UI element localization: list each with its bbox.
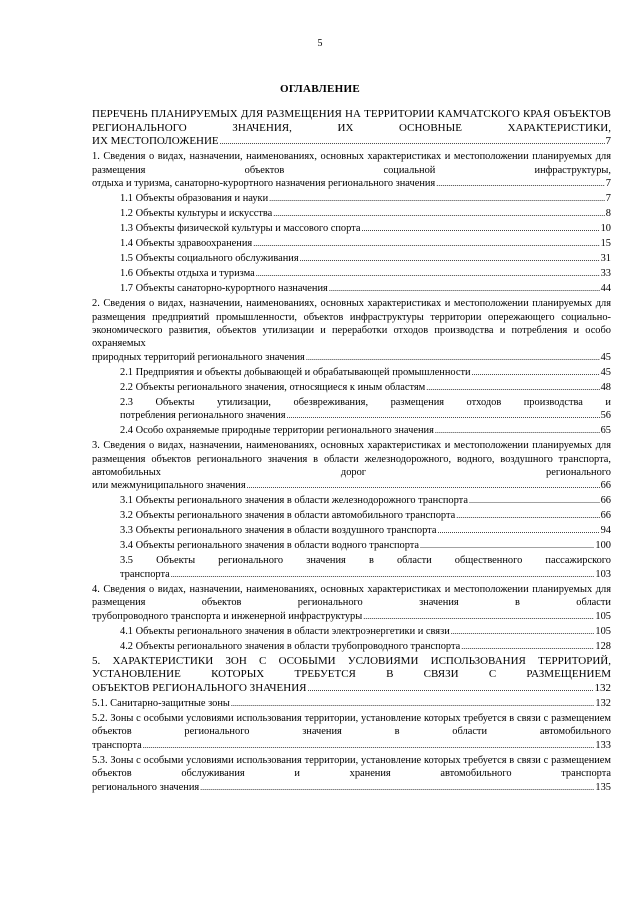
toc-entry[interactable] [92,222,611,235]
toc-entry[interactable] [92,297,611,364]
toc-entry-page: 132 [594,681,611,694]
page-number: 5 [317,38,323,49]
toc-entry-text: 5.2. Зоны с особыми условиями использования территории, установление которых требуется в связи с размещением объектов регионального значения в области автомобильного [92,713,611,738]
toc-entry-page: 8 [605,208,611,220]
toc-entry[interactable] [92,108,611,149]
toc-entry[interactable] [92,509,611,522]
toc-entry-text: 2. Сведения о видах, назначении, наименованиях, основных характеристиках и местоположении планируемых для размещения предприятий промышленности, объектов инфраструктуры территории опережающего социально-экономического развития, объектов утилизации и переработки отходов производства и потребления и особо охраняемых [92,298,611,350]
toc-entry-text: 2.3 Объекты утилизации, обезвреживания, размещения отходов производства и [120,396,611,408]
toc-entry-page: 105 [595,610,611,622]
toc-entry-tail: транспорта [120,568,170,580]
toc-entry-page: 45 [600,366,611,378]
toc-entry[interactable] [92,381,611,394]
toc-entry-tail: 1.7 Объекты санаторно-курортного назначения [120,283,328,295]
toc-entry[interactable] [92,494,611,507]
toc-entry-page: 65 [600,425,611,437]
toc-entry[interactable] [92,625,611,638]
toc-entry[interactable] [92,424,611,437]
toc-entry-page: 103 [595,568,611,580]
toc-entry-tail: 1.5 Объекты социального обслуживания [120,253,299,265]
toc-entry-tail: 1.1 Объекты образования и науки [120,193,269,205]
toc-entry-page: 56 [600,410,611,422]
dot-leader [253,237,599,250]
toc-entry-tail: ОБЪЕКТОВ РЕГИОНАЛЬНОГО ЗНАЧЕНИЯ [92,681,307,694]
toc-entry[interactable] [92,554,611,581]
toc-entry-page: 135 [595,781,611,793]
toc-entry-tail: трубопроводного транспорта и инженерной инфраструктуры [92,610,363,622]
toc-entry[interactable] [92,150,611,190]
dot-leader [435,424,600,437]
toc-entry-tail: регионального значения [92,781,200,793]
toc-entry[interactable] [92,655,611,696]
toc-entry-page: 100 [595,540,611,552]
toc-entry[interactable] [92,754,611,794]
toc-entry[interactable] [92,396,611,423]
toc-entry-tail: 2.1 Предприятия и объекты добывающей и обрабатывающей промышленности [120,366,471,378]
toc-entry[interactable] [92,267,611,280]
toc-entry-page: 33 [600,268,611,280]
toc-entry[interactable] [92,237,611,250]
dot-leader [436,177,605,190]
toc-entry-text: 1. Сведения о видах, назначении, наименованиях, основных характеристиках и местоположении планируемых для размещения объектов социальной инфраструктуры, [92,151,611,176]
toc-entry-text: ПЕРЕЧЕНЬ ПЛАНИРУЕМЫХ ДЛЯ РАЗМЕЩЕНИЯ НА ТЕРРИТОРИИ КАМЧАТСКОГО КРАЯ ОБЪЕКТОВ РЕГИОНАЛЬНОГО ЗНАЧЕНИЯ, ИХ ОСНОВНЫЕ ХАРАКТЕРИСТИКИ, [92,108,611,134]
toc-entry-page: 10 [600,223,611,235]
toc-entry[interactable] [92,583,611,623]
toc-entry-tail: отдыха и туризма, санаторно-курортного назначения регионального значения [92,178,436,190]
dot-leader [287,409,600,422]
toc-entry-tail: 2.4 Особо охраняемые природные территории регионального значения [120,425,434,437]
dot-leader [306,351,600,364]
toc-entry-tail: или межмуниципального значения [92,480,246,492]
toc-entry-tail: 1.4 Объекты здравоохранения [120,238,253,250]
toc-entry-page: 45 [600,351,611,363]
toc-entry-tail: 3.3 Объекты регионального значения в области воздушного транспорта [120,525,437,537]
toc-entry[interactable] [92,439,611,493]
toc-entry-tail: транспорта [92,739,142,751]
toc-entry[interactable] [92,282,611,295]
toc-entry[interactable] [92,640,611,653]
toc-entry-page: 128 [595,640,611,652]
toc-entry-text: 3. Сведения о видах, назначении, наименованиях, основных характеристиках и местоположении планируемых для размещения объектов регионального значения в области железнодорожного, водного, воздушного транспорта, автомобильных дорог регионального [92,440,611,479]
toc-entry[interactable] [92,539,611,552]
toc-entry-page: 31 [600,253,611,265]
toc-entry-tail: 4.1 Объекты регионального значения в области электроэнергетики и связи [120,625,450,637]
dot-leader [363,610,594,623]
dot-leader [451,625,595,638]
dot-leader [300,252,600,265]
toc-entry-page: 48 [600,381,611,393]
dot-leader [269,192,605,205]
toc-entry[interactable] [92,697,611,710]
toc-entry-text: 5.3. Зоны с особыми условиями использования территории, установление которых требуется в связи с размещением объектов обслуживания и хранения автомобильного транспорта [92,754,611,780]
toc-entry-tail: 3.4 Объекты регионального значения в области водного транспорта [120,540,420,552]
toc-entry-tail: 4.2 Объекты регионального значения в области трубопроводного транспорта [120,640,461,652]
dot-leader [231,697,595,710]
dot-leader [171,568,595,581]
toc-entry-tail: 5.1. Санитарно-защитные зоны [92,698,230,710]
toc-entry-page: 7 [605,135,611,148]
toc-entry-tail: 2.2 Объекты регионального значения, относящиеся к иным областям [120,381,426,393]
dot-leader [143,739,595,752]
toc-entry-page: 105 [595,625,611,637]
toc-entry-tail: 3.2 Объекты регионального значения в области автомобильного транспорта [120,510,456,522]
toc-entry-page: 94 [600,525,611,537]
toc-entry-page: 133 [595,739,611,751]
toc-entry-tail: ИХ МЕСТОПОЛОЖЕНИЕ [92,135,219,148]
toc-entry-page: 15 [600,238,611,250]
table-of-contents [92,108,611,796]
toc-entry[interactable] [92,524,611,537]
toc-entry-page: 66 [600,480,611,492]
toc-entry-tail: потребления регионального значения [120,410,286,422]
toc-entry-tail: природных территорий регионального значения [92,351,305,363]
dot-leader [420,539,594,552]
dot-leader [426,381,599,394]
dot-leader [472,366,600,379]
dot-leader [200,781,594,794]
toc-entry-page: 66 [600,495,611,507]
dot-leader [273,207,605,220]
toc-entry-text: 3.5 Объекты регионального значения в области общественного пассажирского [120,555,611,567]
toc-entry-page: 66 [600,510,611,522]
dot-leader [256,267,600,280]
toc-entry[interactable] [92,712,611,752]
toc-entry[interactable] [92,207,611,220]
toc-entry-page: 7 [605,193,611,205]
toc-entry-tail: 1.2 Объекты культуры и искусства [120,208,273,220]
toc-entry-page: 132 [595,698,611,710]
toc-entry-tail: 1.3 Объекты физической культуры и массового спорта [120,223,361,235]
toc-entry-text: 4. Сведения о видах, назначении, наименованиях, основных характеристиках и местоположении планируемых для размещения объектов регионального значения в области [92,583,611,609]
toc-entry-text: 5. ХАРАКТЕРИСТИКИ ЗОН С ОСОБЫМИ УСЛОВИЯМИ ИСПОЛЬЗОВАНИЯ ТЕРРИТОРИЙ, УСТАНОВЛЕНИЕ КОТОРЫХ ТРЕБУЕТСЯ В СВЯЗИ С РАЗМЕЩЕНИЕМ [92,654,611,681]
toc-entry-tail: 1.6 Объекты отдыха и туризма [120,268,255,280]
dot-leader [329,282,600,295]
toc-title: ОГЛАВЛЕНИЕ [280,83,360,95]
dot-leader [456,509,599,522]
toc-entry[interactable] [92,192,611,205]
dot-leader [361,222,599,235]
dot-leader [461,640,594,653]
dot-leader [469,494,600,507]
dot-leader [247,479,600,492]
toc-entry-page: 7 [605,178,611,190]
toc-entry-page: 44 [600,283,611,295]
dot-leader [437,524,599,537]
dot-leader [308,682,594,696]
dot-leader [220,135,605,149]
toc-entry[interactable] [92,366,611,379]
toc-entry-tail: 3.1 Объекты регионального значения в области железнодорожного транспорта [120,495,468,507]
toc-entry[interactable] [92,252,611,265]
